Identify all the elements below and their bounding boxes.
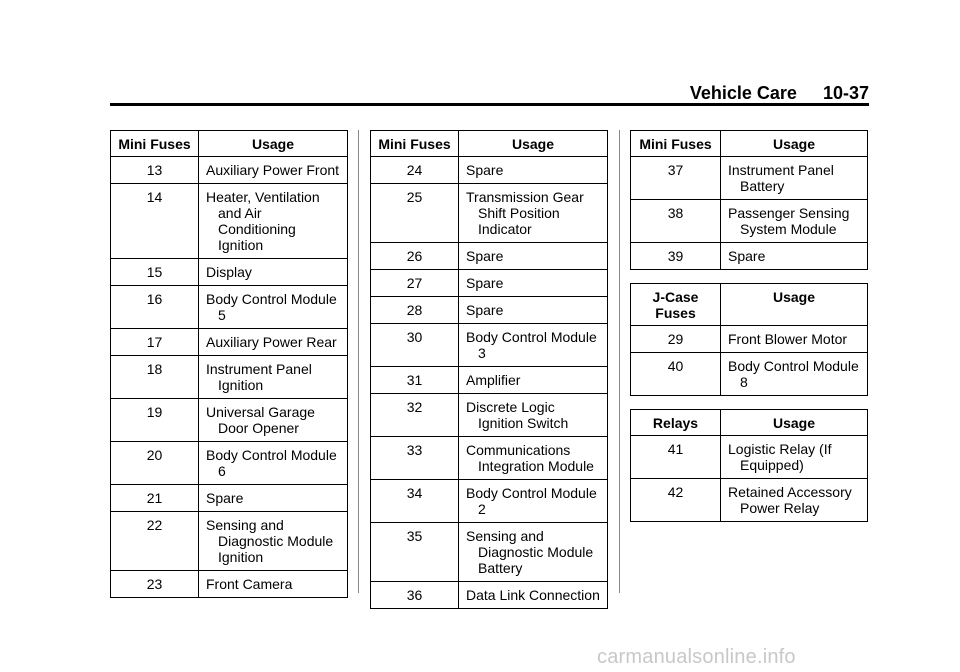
header-number: J-Case Fuses [631,284,721,326]
fuse-usage: Auxiliary Power Rear [206,334,337,350]
table-row [371,184,608,243]
mini-fuses-table-3 [630,130,868,270]
fuse-number: 17 [111,329,199,356]
table-row [631,436,868,479]
fuse-usage: Spare [206,490,244,506]
fuse-usage-cell [459,324,608,367]
table-row [111,399,348,442]
fuse-usage: Body Control Module 3 [466,329,597,361]
fuse-number: 36 [371,582,459,609]
fuse-number: 26 [371,243,459,270]
fuse-usage: Instrument Panel Battery [728,162,834,194]
table-row [631,479,868,522]
header-usage: Usage [721,410,868,436]
table-row [111,157,348,184]
fuse-usage: Retained Accessory Power Relay [728,484,852,516]
fuse-number: 14 [111,184,199,259]
fuse-number: 39 [631,243,721,270]
fuse-usage-cell [199,442,348,485]
table-row [631,157,868,200]
fuse-usage-cell [721,243,868,270]
fuse-number: 41 [631,436,721,479]
fuse-usage: Data Link Connection [466,587,600,603]
fuse-usage-cell [459,582,608,609]
table-header-row [371,131,608,157]
fuse-usage-cell [721,353,868,396]
fuse-usage: Sensing and Diagnostic Module Ignition [206,517,334,565]
column-middle [370,130,608,609]
fuse-usage-cell [721,436,868,479]
fuse-usage-cell [721,200,868,243]
fuse-usage: Heater, Ventilation and Air Conditioning Ignition [206,189,320,253]
fuse-number: 28 [371,297,459,324]
fuse-usage-cell [459,270,608,297]
fuse-number: 35 [371,523,459,582]
table-header-row [111,131,348,157]
fuse-usage: Spare [466,275,504,291]
fuse-usage: Universal Garage Door Opener [206,404,315,436]
fuse-usage: Transmission Gear Shift Position Indicator [466,189,584,237]
fuse-number: 30 [371,324,459,367]
header-number: Relays [631,410,721,436]
fuse-number: 19 [111,399,199,442]
header-number: Mini Fuses [111,131,199,157]
table-row [111,259,348,286]
column-right [630,130,868,522]
table-row [371,480,608,523]
fuse-number: 33 [371,437,459,480]
fuse-usage-cell [199,485,348,512]
fuse-usage: Logistic Relay (If Equipped) [728,441,832,473]
fuse-number: 13 [111,157,199,184]
fuse-usage: Body Control Module 6 [206,447,337,479]
fuse-usage-cell [199,512,348,571]
table-row [111,571,348,598]
table-row [111,329,348,356]
header-usage: Usage [199,131,348,157]
fuse-usage: Body Control Module 2 [466,485,597,517]
fuse-usage-cell [459,480,608,523]
fuse-usage: Front Camera [206,576,293,592]
header-number: Mini Fuses [631,131,721,157]
fuse-usage-cell [459,437,608,480]
table-row [631,243,868,270]
mini-fuses-table-2 [370,130,608,609]
fuse-number: 27 [371,270,459,297]
fuse-number: 24 [371,157,459,184]
column-divider-2 [619,130,620,593]
fuse-usage-cell [459,367,608,394]
fuse-usage-cell [721,479,868,522]
header-rule [110,103,869,106]
header-usage: Usage [721,284,868,326]
mini-fuses-table-1 [110,130,348,598]
table-row [631,200,868,243]
table-row [631,353,868,396]
fuse-usage: Body Control Module 5 [206,291,337,323]
fuse-usage: Spare [728,248,766,264]
fuse-number: 31 [371,367,459,394]
fuse-usage-cell [459,157,608,184]
fuse-number: 40 [631,353,721,396]
table-header-row [631,284,868,326]
fuse-usage-cell [459,297,608,324]
fuse-number: 15 [111,259,199,286]
table-row [111,356,348,399]
fuse-usage: Instrument Panel Ignition [206,361,312,393]
fuse-usage-cell [199,286,348,329]
table-row [371,582,608,609]
fuse-usage-cell [459,523,608,582]
table-row [371,243,608,270]
section-title: Vehicle Care [689,83,797,103]
fuse-usage-cell [459,394,608,437]
table-row [371,324,608,367]
fuse-number: 25 [371,184,459,243]
fuse-usage-cell [459,243,608,270]
table-row [111,485,348,512]
fuse-usage: Passenger Sensing System Module [728,205,850,237]
j-case-fuses-table [630,283,868,396]
table-row [631,326,868,353]
fuse-number: 16 [111,286,199,329]
table-row [111,442,348,485]
column-left [110,130,348,598]
fuse-usage-cell [199,399,348,442]
fuse-usage: Spare [466,248,504,264]
table-row [371,437,608,480]
fuse-usage: Communications Integration Module [466,442,594,474]
fuse-usage: Body Control Module 8 [728,358,859,390]
fuse-usage: Amplifier [466,372,521,388]
fuse-usage: Auxiliary Power Front [206,162,340,178]
table-row [371,394,608,437]
fuse-usage-cell [459,184,608,243]
table-row [371,297,608,324]
fuse-usage-cell [199,259,348,286]
fuse-usage-cell [199,184,348,259]
fuse-number: 37 [631,157,721,200]
fuse-number: 38 [631,200,721,243]
fuse-number: 20 [111,442,199,485]
fuse-usage: Front Blower Motor [728,331,848,347]
fuse-number: 18 [111,356,199,399]
table-row [371,157,608,184]
fuse-usage: Sensing and Diagnostic Module Battery [466,528,594,576]
fuse-usage: Spare [466,162,504,178]
table-row [111,512,348,571]
fuse-usage-cell [199,329,348,356]
table-header-row [631,410,868,436]
table-row [111,184,348,259]
fuse-number: 22 [111,512,199,571]
fuse-usage-cell [199,571,348,598]
table-row [371,523,608,582]
header-number: Mini Fuses [371,131,459,157]
fuse-usage-cell [199,157,348,184]
relays-table [630,409,868,522]
page-number: 10-37 [822,83,869,103]
header-usage: Usage [721,131,868,157]
fuse-number: 42 [631,479,721,522]
watermark: carmanualsonline.info [597,646,796,668]
header-usage: Usage [459,131,608,157]
fuse-usage: Discrete Logic Ignition Switch [466,399,569,431]
fuse-number: 29 [631,326,721,353]
table-row [371,270,608,297]
fuse-usage: Spare [466,302,504,318]
fuse-number: 32 [371,394,459,437]
fuse-number: 34 [371,480,459,523]
fuse-number: 21 [111,485,199,512]
table-row [371,367,608,394]
table-header-row [631,131,868,157]
fuse-usage-cell [721,157,868,200]
fuse-usage: Display [206,264,252,280]
column-divider-1 [358,130,359,593]
table-row [111,286,348,329]
fuse-usage-cell [199,356,348,399]
fuse-usage-cell [721,326,868,353]
page-header [110,82,869,104]
fuse-number: 23 [111,571,199,598]
